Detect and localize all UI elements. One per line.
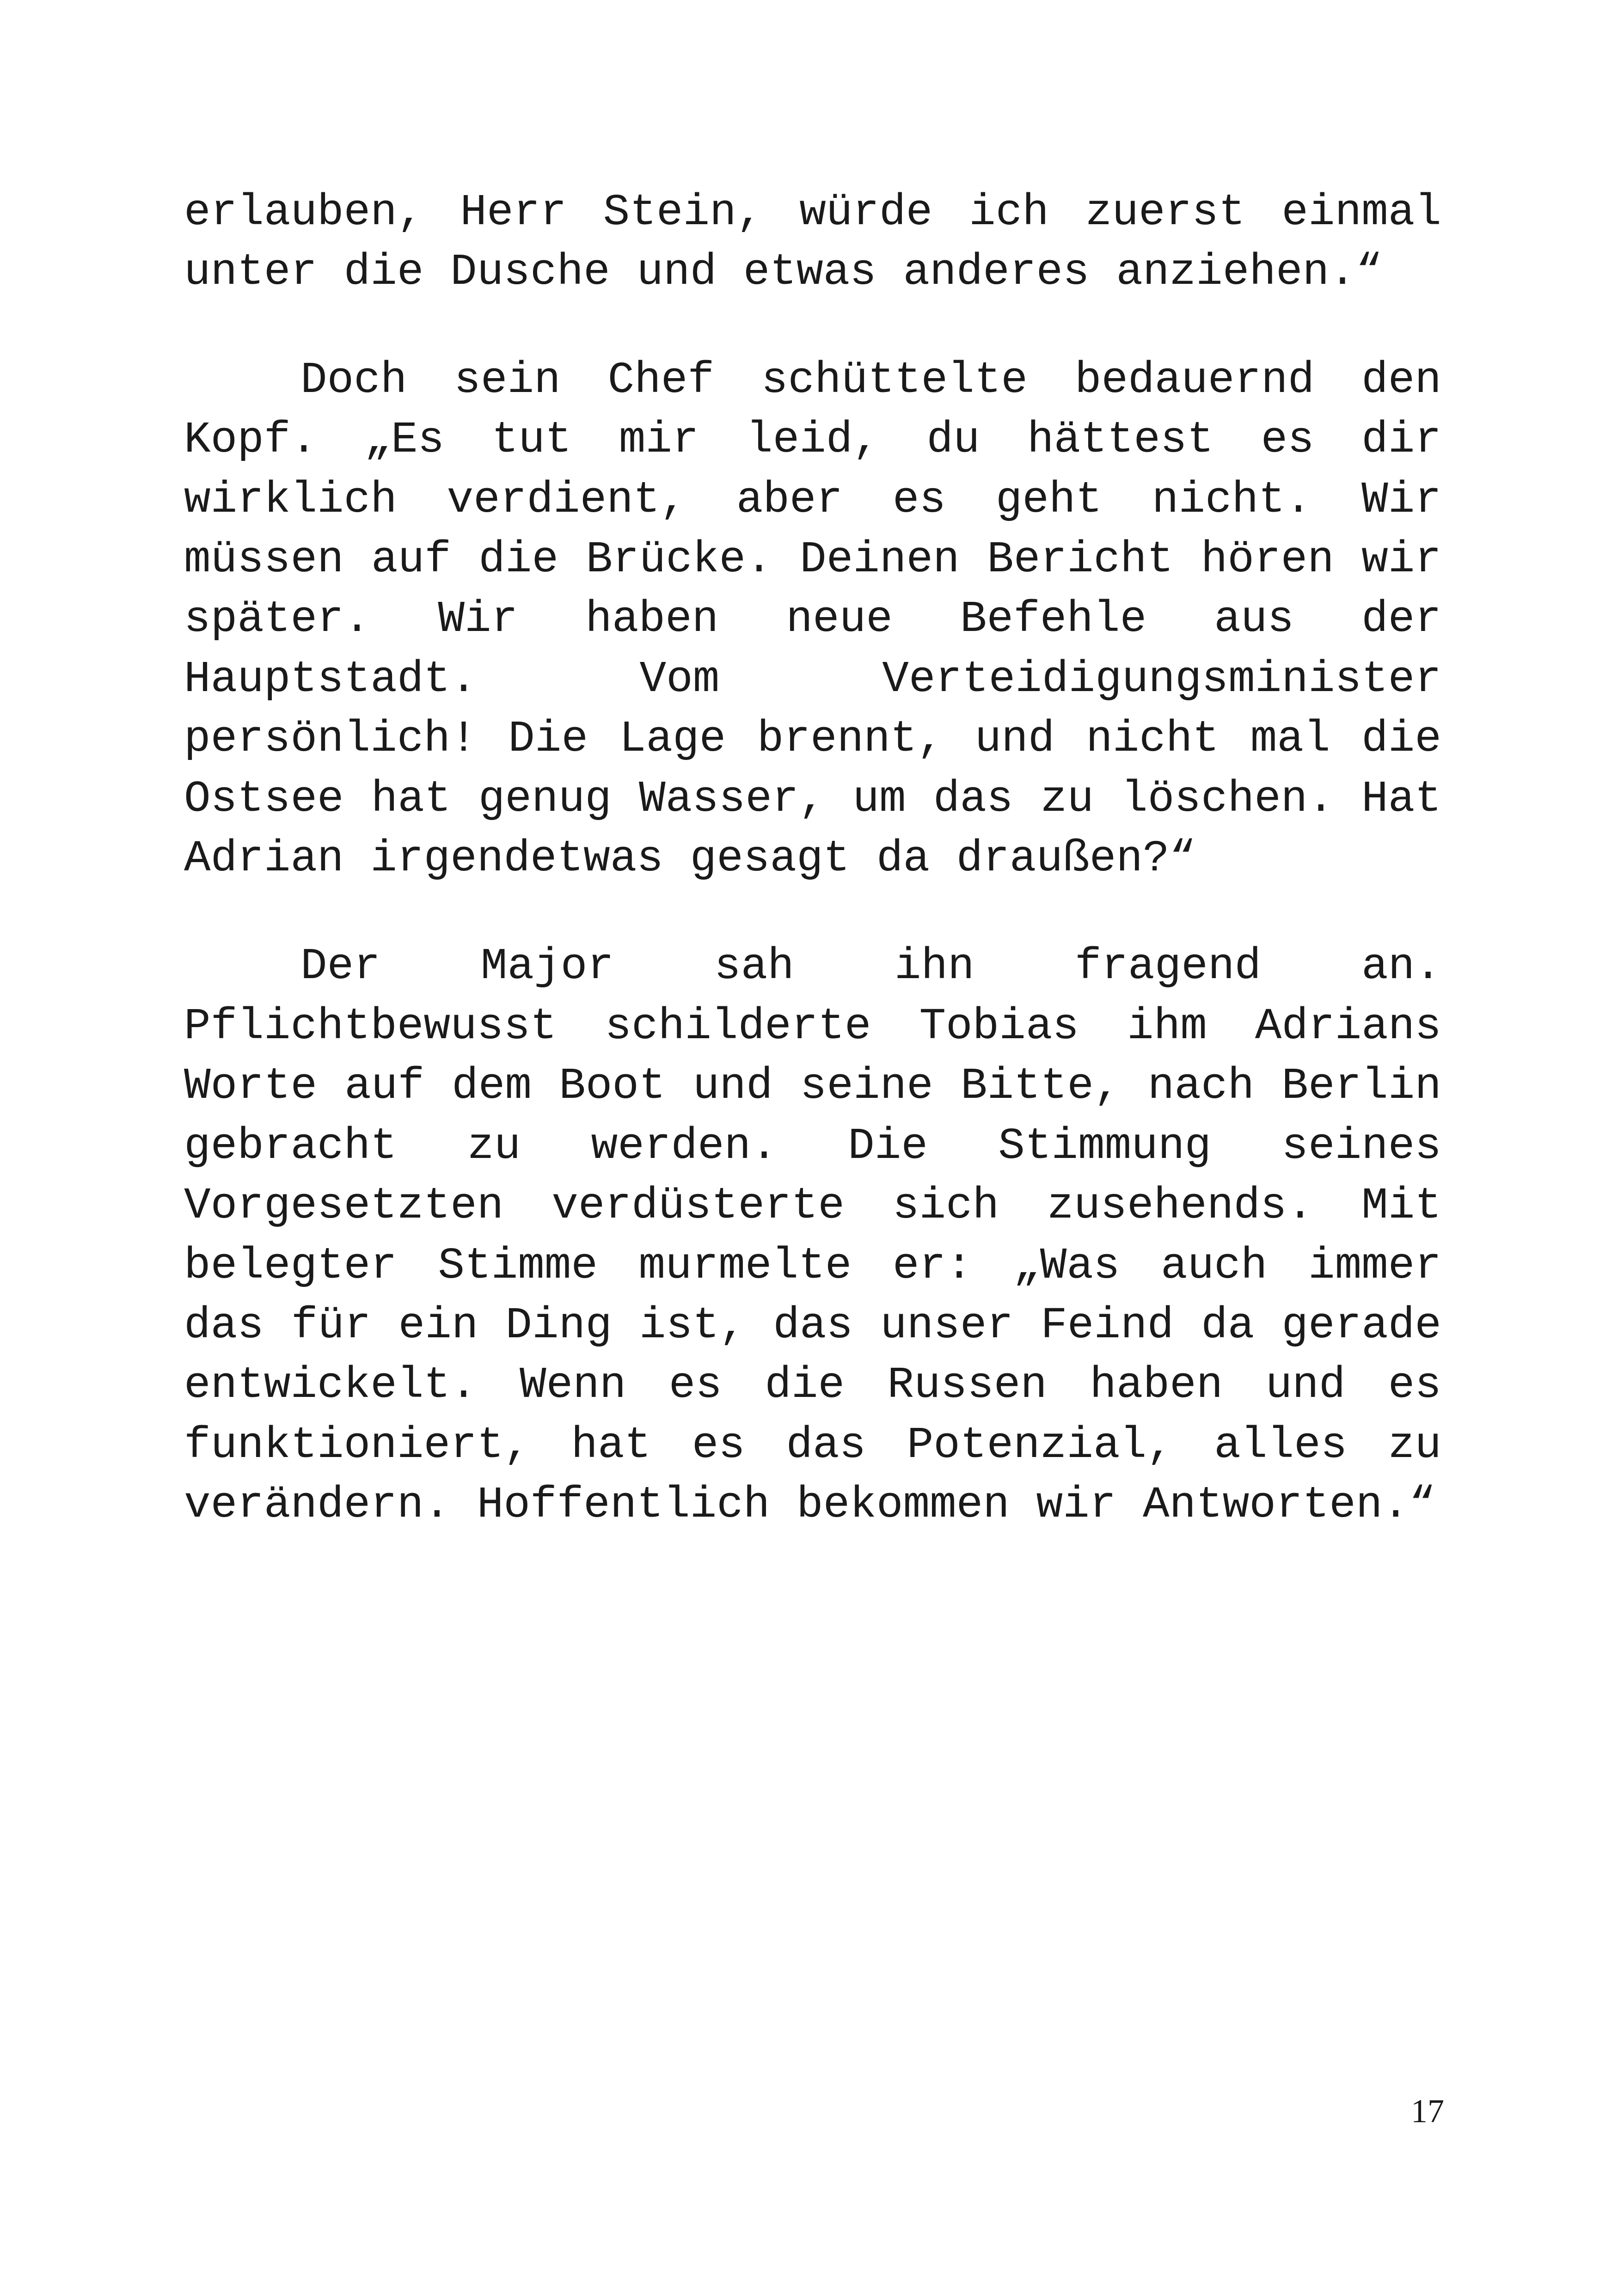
paragraph-continuation: erlauben, Herr Stein, würde ich zuerst einmal unter die Dusche und etwas anderes anziehen.“ [184,187,1441,298]
paragraph-major-reply: Der Major sah ihn fragend an. Pflichtbewusst schilderte Tobias ihm Adrians Worte auf dem Boot und seine Bitte, nach Berlin gebracht zu werden. Die Stimmung seines Vorgesetzten verdüsterte sich zusehends. Mit belegter Stimme murmelte er: „Was auch immer das für ein Ding ist, das unser Feind da gerade entwickelt. Wenn es die Russen haben und es funktioniert, hat es das Potenzial, alles zu verändern. Hoffentlich bekommen wir Antworten.“ [184,941,1441,1531]
page-number: 17 [1411,2093,1444,2130]
paragraph-chef-reply: Doch sein Chef schüttelte bedauernd den Kopf. „Es tut mir leid, du hättest es dir wirklich verdient, aber es geht nicht. Wir müssen auf die Brücke. Deinen Bericht hören wir später. Wir haben neue Befehle aus der Hauptstadt. Vom Verteidigungsminister persönlich! Die Lage brennt, und nicht mal die Ostsee hat genug Wasser, um das zu löschen. Hat Adrian irgendetwas gesagt da draußen?“ [184,355,1441,884]
body-text [184,183,1441,1535]
